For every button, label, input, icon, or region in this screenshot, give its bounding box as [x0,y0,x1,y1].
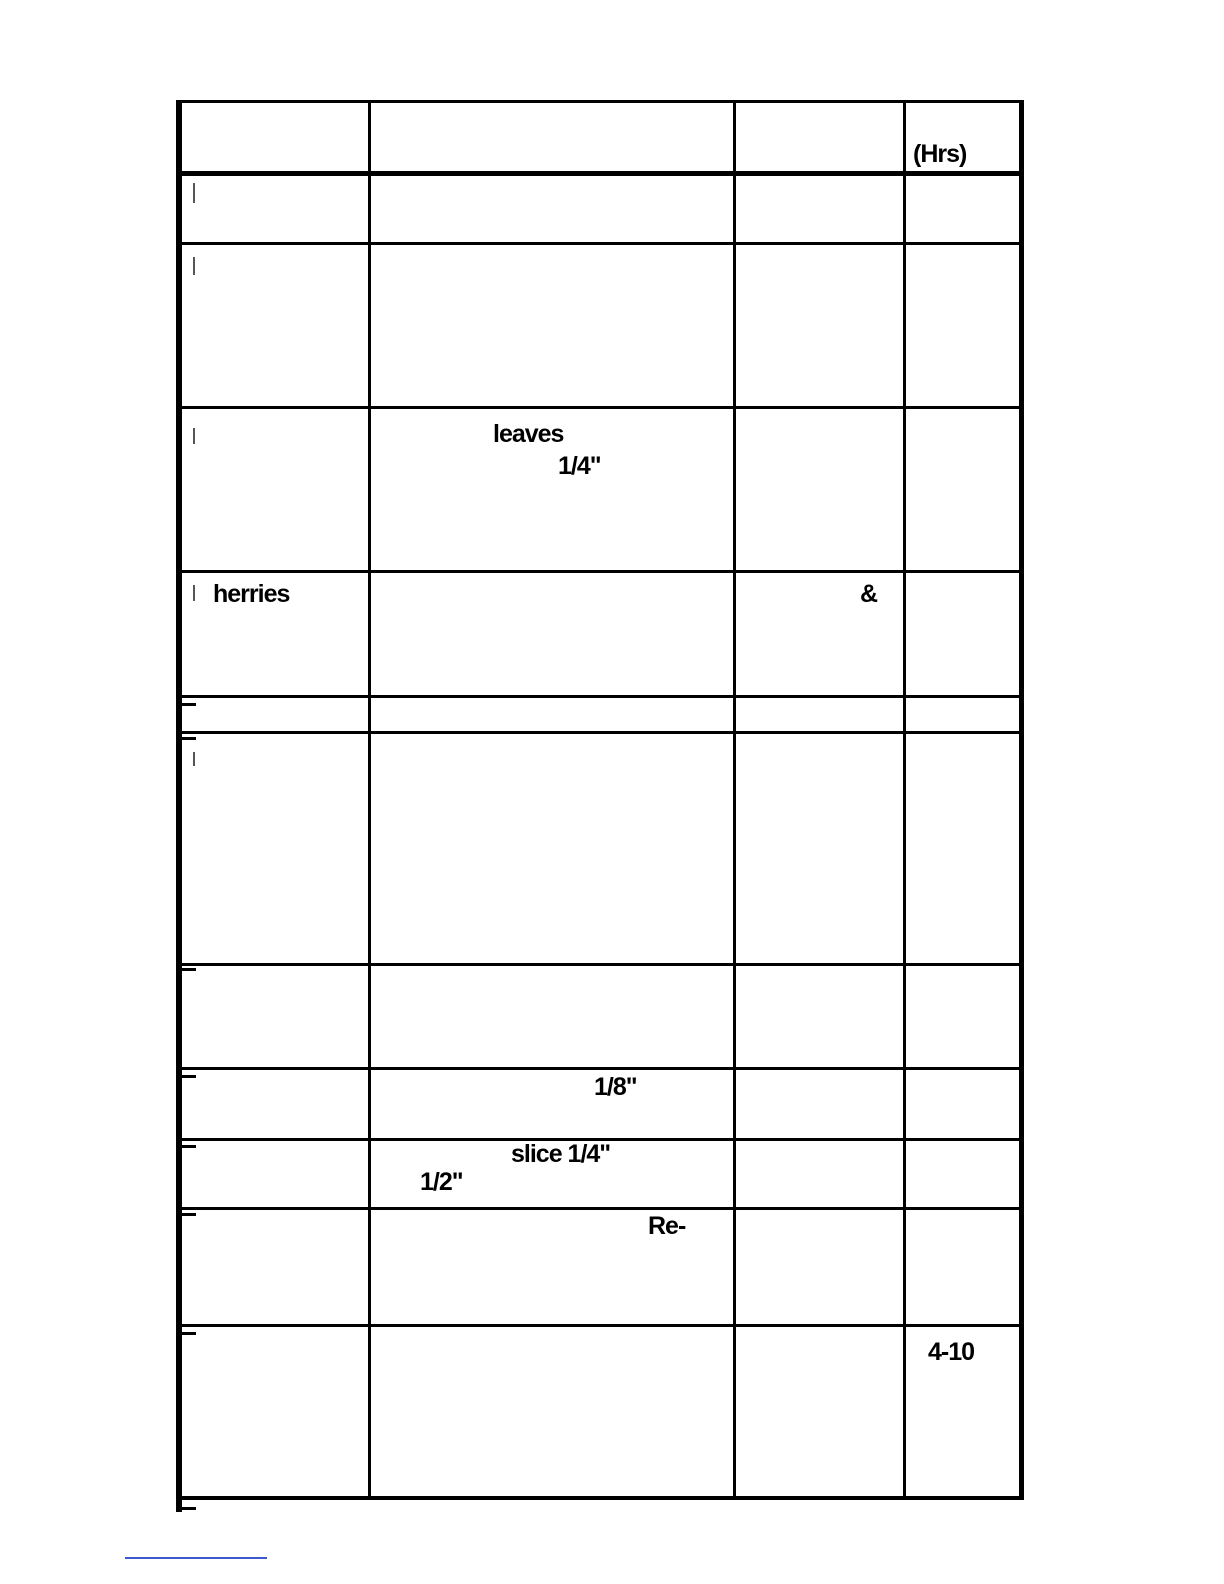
left-tick [182,737,196,740]
table-top-border [176,100,1024,103]
cell-edge-mark [193,585,195,601]
cell-slice-quarter: slice 1/4" [511,1140,611,1168]
column-divider-3 [903,100,906,1500]
cell-edge-mark [193,257,195,275]
left-tick [182,703,196,706]
left-tick [182,968,196,971]
table-foot [176,1507,196,1510]
row-divider-3 [182,570,1022,573]
footnote-link-underline[interactable] [125,1557,267,1559]
left-tick [182,406,196,409]
left-tick [182,570,196,573]
row-divider-2 [182,406,1022,409]
row-divider-9 [182,1207,1022,1210]
row-divider-1 [182,242,1022,245]
cell-edge-mark [193,752,195,766]
table-left-border [176,100,182,1512]
cell-edge-mark [193,183,195,203]
cell-ampersand: & [860,580,878,608]
left-tick [182,1075,196,1078]
row-divider-5 [182,731,1022,734]
cell-half-inch: 1/2" [420,1168,463,1196]
row-divider-4 [182,695,1022,698]
column-divider-2 [733,100,736,1500]
column-divider-1 [368,100,371,1500]
left-tick [182,1332,196,1335]
row-divider-10 [182,1324,1022,1327]
cell-leaves: leaves [493,420,564,448]
header-divider [182,171,1022,176]
cell-cherries: herries [213,580,290,608]
cell-re: Re- [648,1212,686,1240]
header-hours-label: (Hrs) [913,140,967,168]
left-tick [182,1213,196,1216]
cell-edge-mark [193,428,195,444]
cell-hours-range: 4-10 [928,1338,975,1366]
row-divider-7 [182,1067,1022,1070]
table-right-border [1019,100,1024,1500]
cell-eighth-inch: 1/8" [594,1073,637,1101]
left-tick [182,1145,196,1148]
cell-quarter-inch: 1/4" [558,452,601,480]
row-divider-6 [182,963,1022,966]
table-bottom-border [182,1496,1024,1500]
